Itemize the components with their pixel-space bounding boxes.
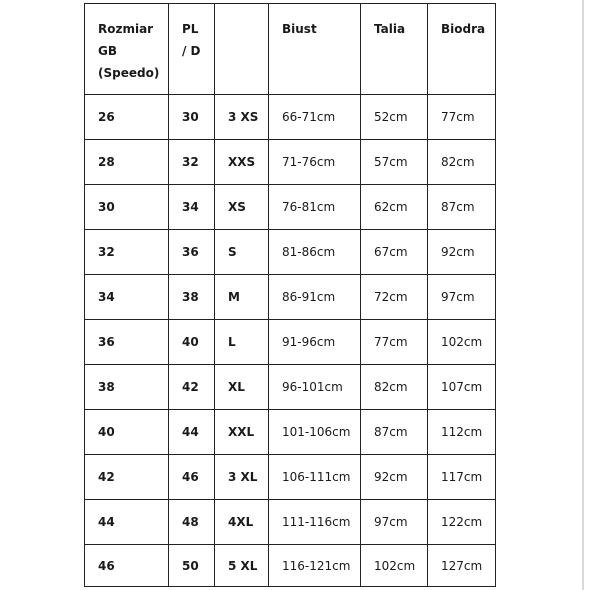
pl-size-cell: 46 [169,455,215,500]
table-row [85,230,496,275]
waist-cell: 97cm [361,500,428,545]
letter-size-cell: M [215,275,269,320]
waist-cell: 72cm [361,275,428,320]
pl-size-cell: 40 [169,320,215,365]
letter-size-cell: 3 XS [215,95,269,140]
hips-cell: 82cm [428,140,496,185]
uk-size-cell: 46 [85,545,169,587]
hips-cell: 112cm [428,410,496,455]
size-table-body [85,95,496,587]
hips-cell: 102cm [428,320,496,365]
table-row [85,455,496,500]
header-line: Rozmiar [98,22,154,36]
table-row [85,185,496,230]
table-row [85,140,496,185]
hips-cell: 97cm [428,275,496,320]
waist-cell: 92cm [361,455,428,500]
bust-cell: 76-81cm [269,185,361,230]
header-pl-d [169,4,215,95]
hips-cell: 107cm [428,365,496,410]
pl-size-cell: 38 [169,275,215,320]
header-line: GB [98,44,117,58]
hips-cell: 122cm [428,500,496,545]
bust-cell: 96-101cm [269,365,361,410]
uk-size-cell: 36 [85,320,169,365]
page-edge-divider [582,0,584,590]
pl-size-cell: 42 [169,365,215,410]
bust-cell: 111-116cm [269,500,361,545]
table-row [85,320,496,365]
waist-cell: 82cm [361,365,428,410]
table-row [85,365,496,410]
letter-size-cell: 3 XL [215,455,269,500]
letter-size-cell: XL [215,365,269,410]
table-row [85,545,496,587]
header-line: (Speedo) [98,66,160,80]
waist-cell: 52cm [361,95,428,140]
pl-size-cell: 44 [169,410,215,455]
pl-size-cell: 32 [169,140,215,185]
uk-size-cell: 38 [85,365,169,410]
header-uk-size [85,4,169,95]
letter-size-cell: 5 XL [215,545,269,587]
table-row [85,410,496,455]
hips-cell: 117cm [428,455,496,500]
uk-size-cell: 28 [85,140,169,185]
header-line: PL [182,22,199,36]
uk-size-cell: 32 [85,230,169,275]
letter-size-cell: XXS [215,140,269,185]
bust-cell: 81-86cm [269,230,361,275]
bust-cell: 66-71cm [269,95,361,140]
letter-size-cell: L [215,320,269,365]
waist-cell: 67cm [361,230,428,275]
header-hips [428,4,496,95]
waist-cell: 62cm [361,185,428,230]
pl-size-cell: 30 [169,95,215,140]
pl-size-cell: 50 [169,545,215,587]
bust-cell: 101-106cm [269,410,361,455]
table-row [85,275,496,320]
table-row [85,95,496,140]
hips-cell: 92cm [428,230,496,275]
uk-size-cell: 34 [85,275,169,320]
header-letter-size [215,4,269,95]
uk-size-cell: 30 [85,185,169,230]
letter-size-cell: XXL [215,410,269,455]
bust-cell: 91-96cm [269,320,361,365]
letter-size-cell: S [215,230,269,275]
uk-size-cell: 42 [85,455,169,500]
header-line: Biodra [441,22,486,36]
hips-cell: 127cm [428,545,496,587]
bust-cell: 86-91cm [269,275,361,320]
waist-cell: 57cm [361,140,428,185]
hips-cell: 77cm [428,95,496,140]
pl-size-cell: 48 [169,500,215,545]
header-line: / D [182,44,201,58]
hips-cell: 87cm [428,185,496,230]
letter-size-cell: XS [215,185,269,230]
size-chart-table [84,3,496,587]
uk-size-cell: 44 [85,500,169,545]
header-line: Talia [374,22,406,36]
table-row [85,500,496,545]
bust-cell: 116-121cm [269,545,361,587]
header-line: Biust [282,22,317,36]
letter-size-cell: 4XL [215,500,269,545]
header-waist [361,4,428,95]
pl-size-cell: 36 [169,230,215,275]
pl-size-cell: 34 [169,185,215,230]
uk-size-cell: 40 [85,410,169,455]
waist-cell: 102cm [361,545,428,587]
header-bust [269,4,361,95]
waist-cell: 77cm [361,320,428,365]
header-row [85,4,496,95]
uk-size-cell: 26 [85,95,169,140]
bust-cell: 71-76cm [269,140,361,185]
waist-cell: 87cm [361,410,428,455]
bust-cell: 106-111cm [269,455,361,500]
